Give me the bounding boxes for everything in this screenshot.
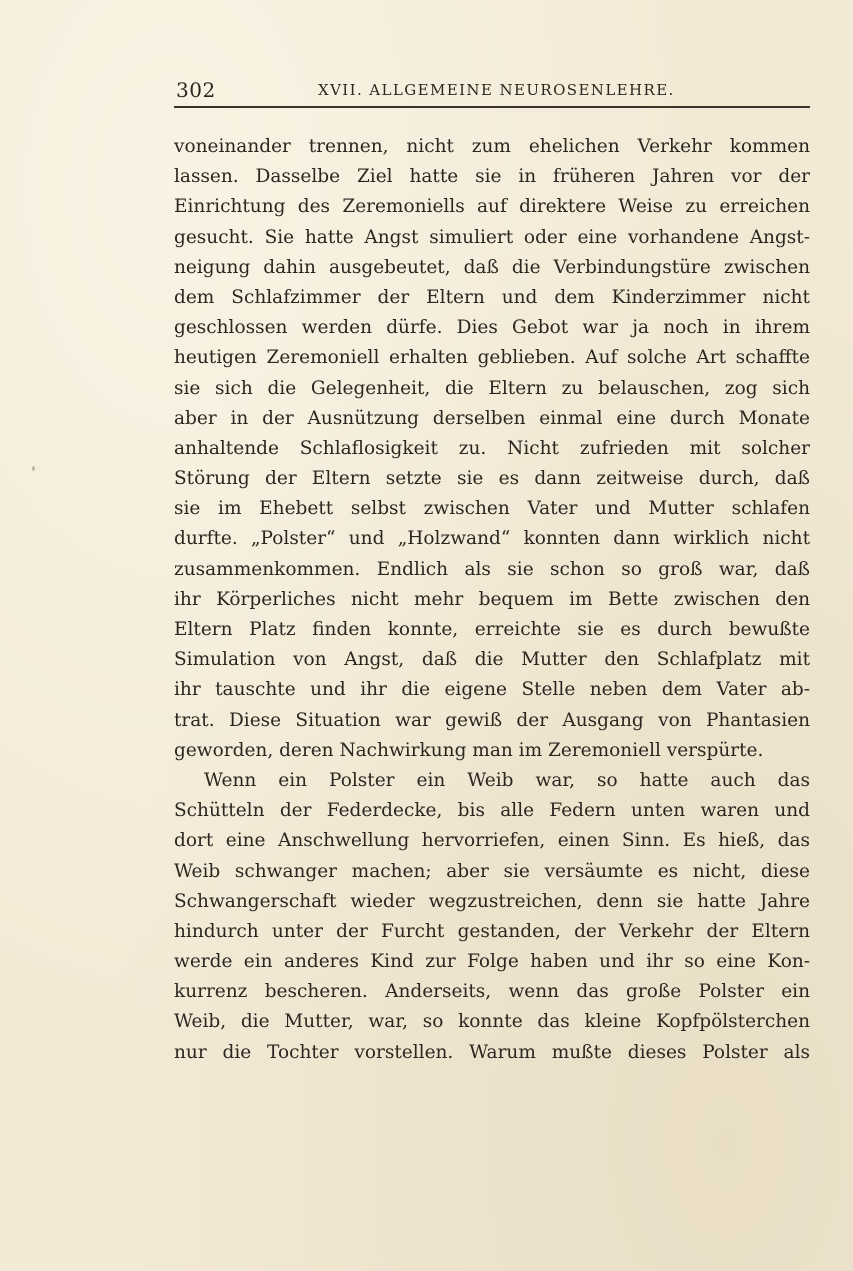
text-line: Einrichtung des Zeremoniells auf direktere Weise zu erreichen (174, 196, 810, 218)
text-line: dort eine Anschwellung hervorriefen, einen Sinn. Es hieß, das (174, 830, 810, 852)
text-line: Weib, die Mutter, war, so konnte das kleine Kopfpölsterchen (174, 1011, 810, 1033)
text-line: geschlossen werden dürfe. Dies Gebot war ja noch in ihrem (174, 317, 810, 339)
header-rule (174, 106, 810, 108)
text-line: werde ein anderes Kind zur Folge haben und ihr so eine Kon- (174, 951, 810, 973)
text-line: lassen. Dasselbe Ziel hatte sie in früheren Jahren vor der (174, 166, 810, 188)
text-line: Eltern Platz finden konnte, erreichte sie es durch bewußte (174, 619, 810, 640)
text-line: sie sich die Gelegenheit, die Eltern zu belauschen, zog sich (174, 377, 810, 399)
text-line: Weib schwanger machen; aber sie versäumte es nicht, diese (174, 860, 810, 882)
text-line: neigung dahin ausgebeutet, daß die Verbindungstüre zwischen (174, 256, 810, 278)
text-line: Störung der Eltern setzte sie es dann zeitweise durch, daß (174, 468, 810, 490)
text-line: Simulation von Angst, daß die Mutter den Schlafplatz mit (174, 649, 810, 671)
text-line: anhaltende Schlaflosigkeit zu. Nicht zufrieden mit solcher (174, 437, 810, 459)
text-line: zusammenkommen. Endlich als sie schon so groß war, daß (174, 558, 810, 580)
page-header (176, 78, 810, 108)
running-head: XVII. ALLGEMEINE NEUROSENLEHRE. (318, 81, 675, 99)
text-line: geworden, deren Nachwirkung man im Zeremoniell verspürte. (174, 739, 764, 761)
text-line: gesucht. Sie hatte Angst simuliert oder eine vorhandene Angst- (174, 226, 810, 248)
paper-speck (32, 466, 35, 471)
text-line: sie im Ehebett selbst zwischen Vater und Mutter schlafen (174, 498, 810, 520)
text-line: ihr Körperliches nicht mehr bequem im Bette zwischen den (174, 588, 810, 610)
text-line: voneinander trennen, nicht zum ehelichen Verkehr kommen (174, 136, 810, 157)
text-line: heutigen Zeremoniell erhalten geblieben. Auf solche Art schaffte (174, 347, 810, 369)
page-number: 302 (176, 78, 216, 102)
text-line: kurrenz bescheren. Anderseits, wenn das große Polster ein (174, 981, 810, 1003)
text-line: hindurch unter der Furcht gestanden, der Verkehr der Eltern (174, 920, 810, 942)
text-line-paragraph-start: Wenn ein Polster ein Weib war, so hatte auch das (204, 769, 810, 791)
text-line: Schütteln der Federdecke, bis alle Federn unten waren und (174, 800, 810, 822)
text-line: trat. Diese Situation war gewiß der Ausgang von Phantasien (174, 709, 810, 731)
text-line: durfte. „Polster“ und „Holzwand“ konnten dann wirklich nicht (174, 528, 810, 550)
text-line: aber in der Ausnützung derselben einmal eine durch Monate (174, 407, 810, 429)
text-line: ihr tauschte und ihr die eigene Stelle neben dem Vater ab- (174, 679, 810, 701)
text-line: dem Schlafzimmer der Eltern und dem Kinderzimmer nicht (174, 286, 810, 308)
body-text (174, 132, 810, 1068)
text-line: Schwangerschaft wieder wegzustreichen, denn sie hatte Jahre (174, 890, 810, 912)
text-line: nur die Tochter vorstellen. Warum mußte dieses Polster als (174, 1041, 810, 1063)
